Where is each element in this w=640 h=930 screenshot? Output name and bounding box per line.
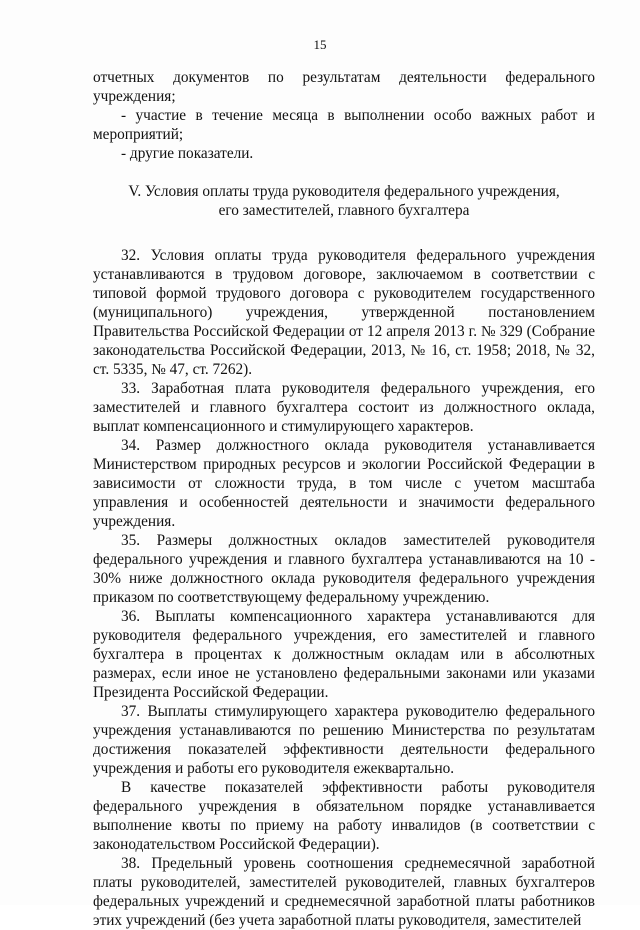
section-title-line-2: его заместителей, главного бухгалтера bbox=[218, 202, 470, 219]
section-heading bbox=[93, 182, 595, 220]
paragraph-32: 32. Условия оплаты труда руководителя федерального учреждения устанавливаются в трудовом договоре, заключаемом в соответствии с типовой формой трудового договора с руководителем государственного (муниципального) учреждения, утвержденной постановлением Правительства Российской Федерации от 12 апреля 2013 г. № 329 (Собрание законодательства Российской Федерации, 2013, № 16, ст. 1958; 2018, № 32, ст. 5335, № 47, ст. 7262). bbox=[93, 247, 595, 378]
section-title-line-1: V. Условия оплаты труда руководителя федерального учреждения, bbox=[128, 183, 560, 200]
paragraph-38: 38. Предельный уровень соотношения среднемесячной заработной платы руководителей, заместителей руководителей, главных бухгалтеров федеральных учреждений и среднемесячной заработной платы работников этих учреждений (без учета заработной платы руководителя, заместителей bbox=[93, 855, 595, 929]
paragraph-35: 35. Размеры должностных окладов заместителей руководителя федерального учреждения и главного бухгалтера устанавливаются на 10 - 30% ниже должностного оклада руководителя федерального учреждения приказом по соответствующему федеральному учреждению. bbox=[93, 532, 595, 606]
paragraph-33: 33. Заработная плата руководителя федерального учреждения, его заместителей и главного бухгалтера состоит из должностного оклада, выплат компенсационного и стимулирующего характеров. bbox=[93, 380, 595, 435]
paragraph-36: 36. Выплаты компенсационного характера устанавливаются для руководителя федерального учреждения, его заместителей и главного бухгалтера в процентах к должностным окладам или в абсолютных размерах, если иное не установлено федеральными законами или указами Президента Российской Федерации. bbox=[93, 608, 595, 701]
page-number: 15 bbox=[313, 37, 327, 52]
paragraph-37: 37. Выплаты стимулирующего характера руководителю федерального учреждения устанавливаются по решению Министерства по результатам достижения показателей эффективности деятельности федерального учреждения и работы его руководителя ежеквартально. bbox=[93, 703, 595, 777]
list-item-participation: - участие в течение месяца в выполнении особо важных работ и мероприятий; bbox=[93, 107, 595, 143]
paragraph-continuation: отчетных документов по результатам деятельности федерального учреждения; bbox=[93, 69, 595, 105]
paragraph-37-continued: В качестве показателей эффективности работы руководителя федерального учреждения в обязательном порядке устанавливается выполнение квоты по приему на работу инвалидов (в соответствии с законодательством Российской Федерации). bbox=[93, 779, 595, 853]
paragraph-34: 34. Размер должностного оклада руководителя устанавливается Министерством природных ресурсов и экологии Российской Федерации в зависимости от сложности труда, в том числе с учетом масштаба управления и особенностей деятельности и значимости федерального учреждения. bbox=[93, 437, 595, 530]
document-body bbox=[93, 68, 595, 930]
list-item-other-indicators: - другие показатели. bbox=[121, 145, 254, 162]
